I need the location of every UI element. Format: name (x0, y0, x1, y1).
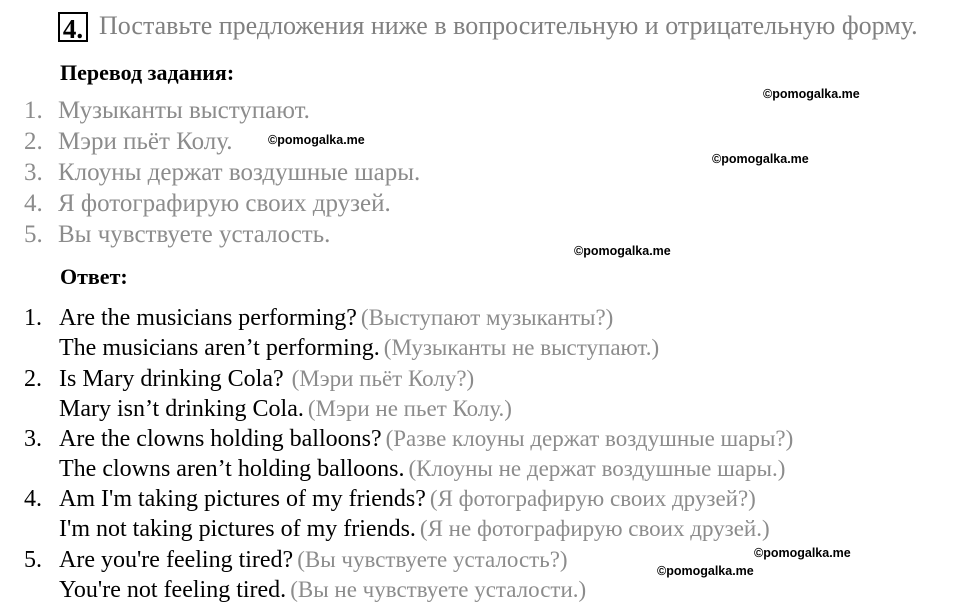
question-line (59, 486, 756, 513)
watermark: ©pomogalka.me (712, 152, 809, 166)
question-line (59, 305, 613, 332)
item-number: 4. (24, 486, 42, 512)
answer-item (24, 305, 924, 365)
question-russian: (Вы чувствуете усталость?) (297, 547, 568, 572)
negative-line (59, 456, 785, 483)
negative-russian: (Клоуны не держат воздушные шары.) (408, 456, 786, 481)
list-item (24, 221, 330, 249)
item-number: 3. (24, 426, 42, 452)
question-russian: (Мэри пьёт Колу?) (291, 366, 475, 391)
item-number: 1. (24, 305, 42, 331)
item-number: 2. (24, 366, 42, 392)
item-number: 5. (24, 547, 42, 573)
negative-english: I'm not taking pictures of my friends. (59, 516, 416, 542)
question-russian: (Разве клоуны держат воздушные шары?) (385, 426, 794, 451)
item-text: Мэри пьёт Колу. (58, 128, 233, 155)
answer-item (24, 366, 924, 426)
task-instruction: Поставьте предложения ниже в вопросительную и отрицательную форму. (99, 11, 918, 40)
item-text: Я фотографирую своих друзей. (58, 190, 391, 217)
watermark: ©pomogalka.me (657, 564, 754, 578)
question-english: Is Mary drinking Cola? (59, 366, 284, 392)
negative-english: Mary isn’t drinking Cola. (59, 396, 304, 422)
negative-russian: (Я не фотографирую своих друзей.) (419, 516, 770, 541)
negative-english: The musicians aren’t performing. (59, 335, 380, 361)
item-number: 3. (24, 159, 43, 186)
question-line (59, 366, 474, 393)
negative-english: The clowns aren’t holding balloons. (59, 456, 405, 482)
negative-line (59, 516, 770, 543)
question-line (59, 426, 793, 453)
question-english: Am I'm taking pictures of my friends? (59, 486, 426, 512)
list-item (24, 190, 391, 218)
list-item (24, 159, 420, 187)
item-text: Вы чувствуете усталость. (58, 221, 331, 248)
item-text: Музыканты выступают. (58, 97, 310, 124)
question-line (59, 547, 568, 574)
watermark: ©pomogalka.me (763, 87, 860, 101)
watermark: ©pomogalka.me (754, 546, 851, 560)
answer-item (24, 486, 924, 546)
negative-russian: (Музыканты не выступают.) (383, 335, 660, 360)
negative-line (59, 396, 512, 423)
watermark: ©pomogalka.me (574, 244, 671, 258)
item-number: 1. (24, 97, 43, 124)
negative-russian: (Вы не чувствуете усталости.) (290, 577, 587, 602)
answer-item (24, 426, 934, 486)
task-number: 4. (58, 12, 88, 42)
negative-russian: (Мэри не пьет Колу.) (307, 396, 512, 421)
question-english: Are the musicians performing? (59, 305, 357, 331)
negative-english: You're not feeling tired. (59, 577, 287, 603)
negative-line (59, 577, 586, 604)
item-text: Клоуны держат воздушные шары. (58, 159, 421, 186)
question-russian: (Я фотографирую своих друзей?) (429, 486, 756, 511)
translation-heading: Перевод задания: (60, 60, 235, 85)
question-english: Are you're feeling tired? (59, 547, 294, 573)
negative-line (59, 335, 659, 362)
question-russian: (Выступают музыканты?) (360, 305, 614, 330)
answer-heading: Ответ: (60, 264, 128, 289)
question-english: Are the clowns holding balloons? (59, 426, 382, 452)
item-number: 4. (24, 190, 43, 217)
list-item (24, 97, 310, 125)
item-number: 5. (24, 221, 43, 248)
item-number: 2. (24, 128, 43, 155)
list-item (24, 128, 232, 156)
watermark: ©pomogalka.me (268, 133, 365, 147)
